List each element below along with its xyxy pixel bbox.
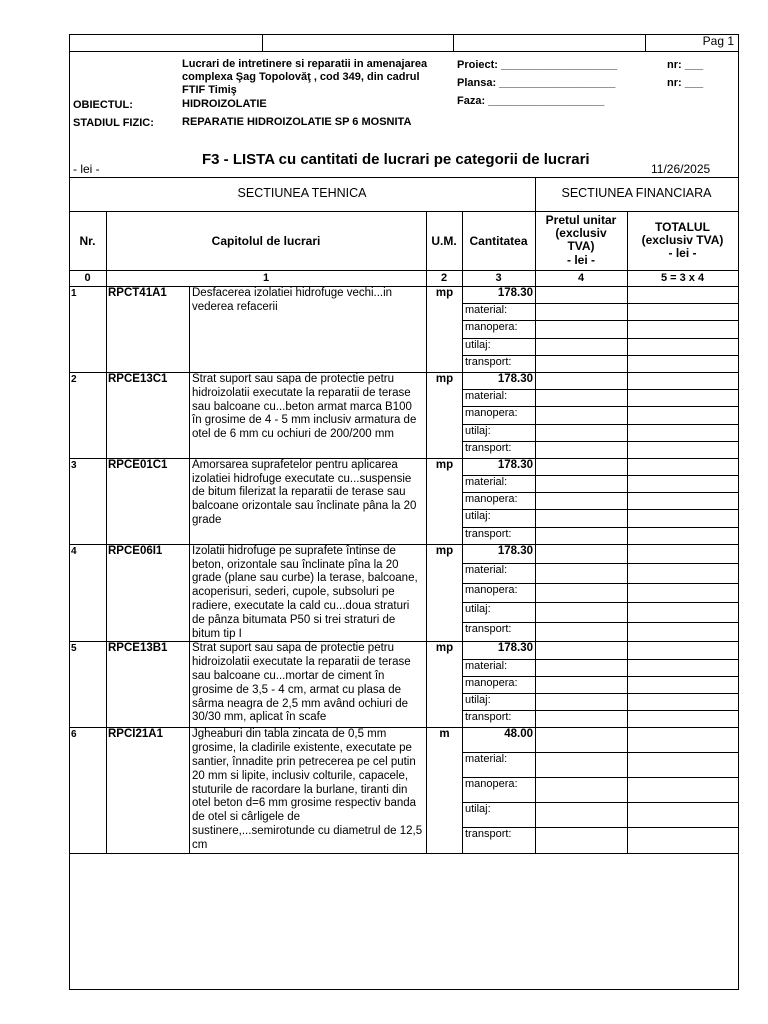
currency-label: - lei - — [73, 162, 100, 176]
column-header-chapter: Capitolul de lucrari — [211, 234, 321, 248]
unit-price-cell — [536, 441, 628, 458]
column-header-unit-price: Pretul unitar — [545, 213, 617, 227]
total-cell — [628, 355, 739, 372]
unit-price-cell — [536, 564, 628, 584]
item-unit: mp — [427, 287, 463, 373]
cost-component-label: manopera: — [463, 407, 536, 424]
item-quantity: 178.30 — [463, 642, 536, 659]
total-cell — [628, 407, 739, 424]
stadiu-value: REPARATIE HIDROIZOLATIE SP 6 MOSNITA — [182, 116, 412, 128]
column-header-total: - lei - — [668, 246, 697, 260]
unit-price-cell — [536, 527, 628, 544]
cost-component-label: material: — [463, 390, 536, 407]
row-number: 4 — [70, 544, 107, 642]
unit-price-cell — [536, 642, 628, 659]
item-code: RPCE13B1 — [107, 642, 190, 728]
total-cell — [628, 583, 739, 603]
item-unit: mp — [427, 372, 463, 458]
item-description: Desfacerea izolatiei hidrofuge vechi...in vederea refacerii — [190, 287, 427, 373]
unit-price-cell — [536, 355, 628, 372]
table-row — [70, 544, 739, 564]
obiectul-value: HIDROIZOLATIE — [182, 98, 267, 110]
item-quantity: 178.30 — [463, 544, 536, 564]
column-number: 4 — [577, 272, 585, 284]
plansa-field: Plansa: ___________________ — [457, 77, 616, 89]
unit-price-cell — [536, 778, 628, 803]
total-cell — [628, 728, 739, 753]
cost-component-label: transport: — [463, 527, 536, 544]
cost-component-label: material: — [463, 304, 536, 321]
cost-component-label: manopera: — [463, 583, 536, 603]
unit-price-cell — [536, 603, 628, 623]
total-cell — [628, 321, 739, 338]
total-cell — [628, 287, 739, 304]
unit-price-cell — [536, 372, 628, 389]
project-title-line: complexa Şag Topolovăţ , cod 349, din cadrul — [182, 71, 420, 83]
item-code: RPCE13C1 — [107, 372, 190, 458]
obiectul-label: OBIECTUL: — [73, 99, 133, 111]
total-cell — [628, 753, 739, 778]
table-row — [70, 287, 739, 304]
column-number: 0 — [84, 272, 91, 284]
cost-component-label: material: — [463, 476, 536, 493]
item-code: RPCI21A1 — [107, 728, 190, 853]
unit-price-cell — [536, 803, 628, 828]
page-number: Pag 1 — [702, 34, 734, 48]
unit-price-cell — [536, 622, 628, 642]
total-cell — [628, 304, 739, 321]
total-cell — [628, 693, 739, 710]
item-quantity: 48.00 — [463, 728, 536, 753]
column-number: 5 = 3 x 4 — [660, 272, 705, 284]
unit-price-cell — [536, 728, 628, 753]
item-description: Jgheaburi din tabla zincata de 0,5 mm grosime, la cladirile existente, executate pe santier, înnadite prin petrecerea pe cel putin 20 mm si lipite, inclusiv colturile, capacele, stuturile de racordare la burlane, tiranti din otel beton d=6 mm grosime respectiv banda de otel si cârligele de sustinere,...semirotunde cu diametrul de 12,5 cm — [190, 728, 427, 853]
total-cell — [628, 458, 739, 475]
row-number: 1 — [70, 287, 107, 373]
project-title-line: Lucrari de intretinere si reparatii in amenajarea — [182, 58, 428, 70]
nr-field: nr: ___ — [667, 59, 704, 71]
project-field: Proiect: ___________________ — [457, 59, 618, 71]
unit-price-cell — [536, 676, 628, 693]
total-cell — [628, 338, 739, 355]
cost-component-label: transport: — [463, 622, 536, 642]
item-description: Strat suport sau sapa de protectie petru hidroizolatii executate la reparatii de terase sau balcoane cu...beton armat marca B100 în grosime de 4 - 5 mm inclusiv armatura de otel de 6 mm cu ochiuri de 200/200 mm — [190, 372, 427, 458]
unit-price-cell — [536, 510, 628, 527]
unit-price-cell — [536, 583, 628, 603]
item-code: RPCT41A1 — [107, 287, 190, 373]
total-cell — [628, 390, 739, 407]
cost-component-label: utilaj: — [463, 693, 536, 710]
column-header-total: (exclusiv TVA) — [641, 233, 724, 247]
column-number: 2 — [440, 272, 448, 284]
document-title: F3 - LISTA cu cantitati de lucrari pe categorii de lucrari — [202, 151, 590, 168]
works-table — [69, 286, 739, 854]
total-cell — [628, 622, 739, 642]
item-description: Strat suport sau sapa de protectie petru hidroizolatii executate la reparatii de terase sau balcoane cu...mortar de ciment în grosime de 3,5 - 4 cm, armat cu plasa de sârma neagra de 2,5 mm având ochiuri de 30/30 mm, aplicat în scafe — [190, 642, 427, 728]
unit-price-cell — [536, 321, 628, 338]
column-number: 1 — [262, 272, 270, 284]
item-unit: mp — [427, 458, 463, 544]
item-description: Amorsarea suprafetelor pentru aplicarea izolatiei hidrofuge executate cu...suspensie de bitum filerizat la reparatii de terase sau balcoane orizontale sau înclinate pâna la 20 grade — [190, 458, 427, 544]
document-date: 11/26/2025 — [651, 162, 711, 176]
row-number: 5 — [70, 642, 107, 728]
total-cell — [628, 711, 739, 728]
unit-price-cell — [536, 659, 628, 676]
row-number: 2 — [70, 372, 107, 458]
cost-component-label: material: — [463, 659, 536, 676]
total-cell — [628, 544, 739, 564]
cost-component-label: utilaj: — [463, 338, 536, 355]
total-cell — [628, 476, 739, 493]
item-quantity: 178.30 — [463, 458, 536, 475]
cost-component-label: manopera: — [463, 778, 536, 803]
unit-price-cell — [536, 476, 628, 493]
divider — [69, 211, 739, 212]
total-cell — [628, 778, 739, 803]
item-unit: mp — [427, 544, 463, 642]
cost-component-label: manopera: — [463, 676, 536, 693]
table-row — [70, 642, 739, 659]
item-quantity: 178.30 — [463, 287, 536, 304]
unit-price-cell — [536, 304, 628, 321]
unit-price-cell — [536, 287, 628, 304]
total-cell — [628, 642, 739, 659]
section-financial: SECTIUNEA FINANCIARA — [561, 186, 712, 200]
unit-price-cell — [536, 493, 628, 510]
divider — [262, 34, 263, 51]
unit-price-cell — [536, 390, 628, 407]
divider — [69, 177, 739, 178]
unit-price-cell — [536, 693, 628, 710]
total-cell — [628, 424, 739, 441]
item-unit: m — [427, 728, 463, 853]
column-header-unit-price: TVA) — [567, 239, 595, 253]
cost-component-label: utilaj: — [463, 603, 536, 623]
cost-component-label: transport: — [463, 711, 536, 728]
total-cell — [628, 493, 739, 510]
cost-component-label: utilaj: — [463, 510, 536, 527]
nr-field: nr: ___ — [667, 77, 704, 89]
table-row — [70, 458, 739, 475]
unit-price-cell — [536, 338, 628, 355]
column-header-unit-price: (exclusiv — [555, 226, 607, 240]
total-cell — [628, 603, 739, 623]
column-header-um: U.M. — [431, 234, 457, 248]
cost-component-label: utilaj: — [463, 803, 536, 828]
total-cell — [628, 372, 739, 389]
project-title-line: FTIF Timiş — [182, 84, 237, 96]
cost-component-label: manopera: — [463, 321, 536, 338]
divider — [69, 270, 739, 271]
divider — [69, 51, 739, 52]
divider — [453, 34, 454, 51]
total-cell — [628, 828, 739, 853]
row-number: 6 — [70, 728, 107, 853]
cost-component-label: manopera: — [463, 493, 536, 510]
faza-field: Faza: ___________________ — [457, 95, 605, 107]
cost-component-label: utilaj: — [463, 424, 536, 441]
total-cell — [628, 510, 739, 527]
column-header-unit-price: - lei - — [566, 253, 595, 267]
row-number: 3 — [70, 458, 107, 544]
column-header-nr: Nr. — [79, 234, 96, 248]
unit-price-cell — [536, 753, 628, 778]
item-description: Izolatii hidrofuge pe suprafete întinse de beton, orizontale sau înclinate pîna la 20 grade (plane sau curbe) la terase, balcoane, acoperisuri, sederi, cupole, subsoluri pe radiere, executate la cald cu...doua straturi de pânza bitumata P50 si trei straturi de bitum tip I — [190, 544, 427, 642]
item-quantity: 178.30 — [463, 372, 536, 389]
unit-price-cell — [536, 458, 628, 475]
total-cell — [628, 441, 739, 458]
table-row — [70, 728, 739, 753]
total-cell — [628, 527, 739, 544]
column-header-total: TOTALUL — [655, 220, 710, 234]
total-cell — [628, 676, 739, 693]
cost-component-label: transport: — [463, 355, 536, 372]
item-code: RPCE06I1 — [107, 544, 190, 642]
total-cell — [628, 659, 739, 676]
unit-price-cell — [536, 711, 628, 728]
column-header-qty: Cantitatea — [469, 234, 528, 248]
cost-component-label: transport: — [463, 828, 536, 853]
cost-component-label: material: — [463, 753, 536, 778]
stadiu-label: STADIUL FIZIC: — [73, 117, 154, 129]
table-row — [70, 372, 739, 389]
unit-price-cell — [536, 407, 628, 424]
unit-price-cell — [536, 544, 628, 564]
unit-price-cell — [536, 424, 628, 441]
cost-component-label: material: — [463, 564, 536, 584]
item-unit: mp — [427, 642, 463, 728]
item-code: RPCE01C1 — [107, 458, 190, 544]
total-cell — [628, 803, 739, 828]
unit-price-cell — [536, 828, 628, 853]
cost-component-label: transport: — [463, 441, 536, 458]
total-cell — [628, 564, 739, 584]
section-technical: SECTIUNEA TEHNICA — [237, 186, 367, 200]
column-number: 3 — [495, 272, 502, 284]
